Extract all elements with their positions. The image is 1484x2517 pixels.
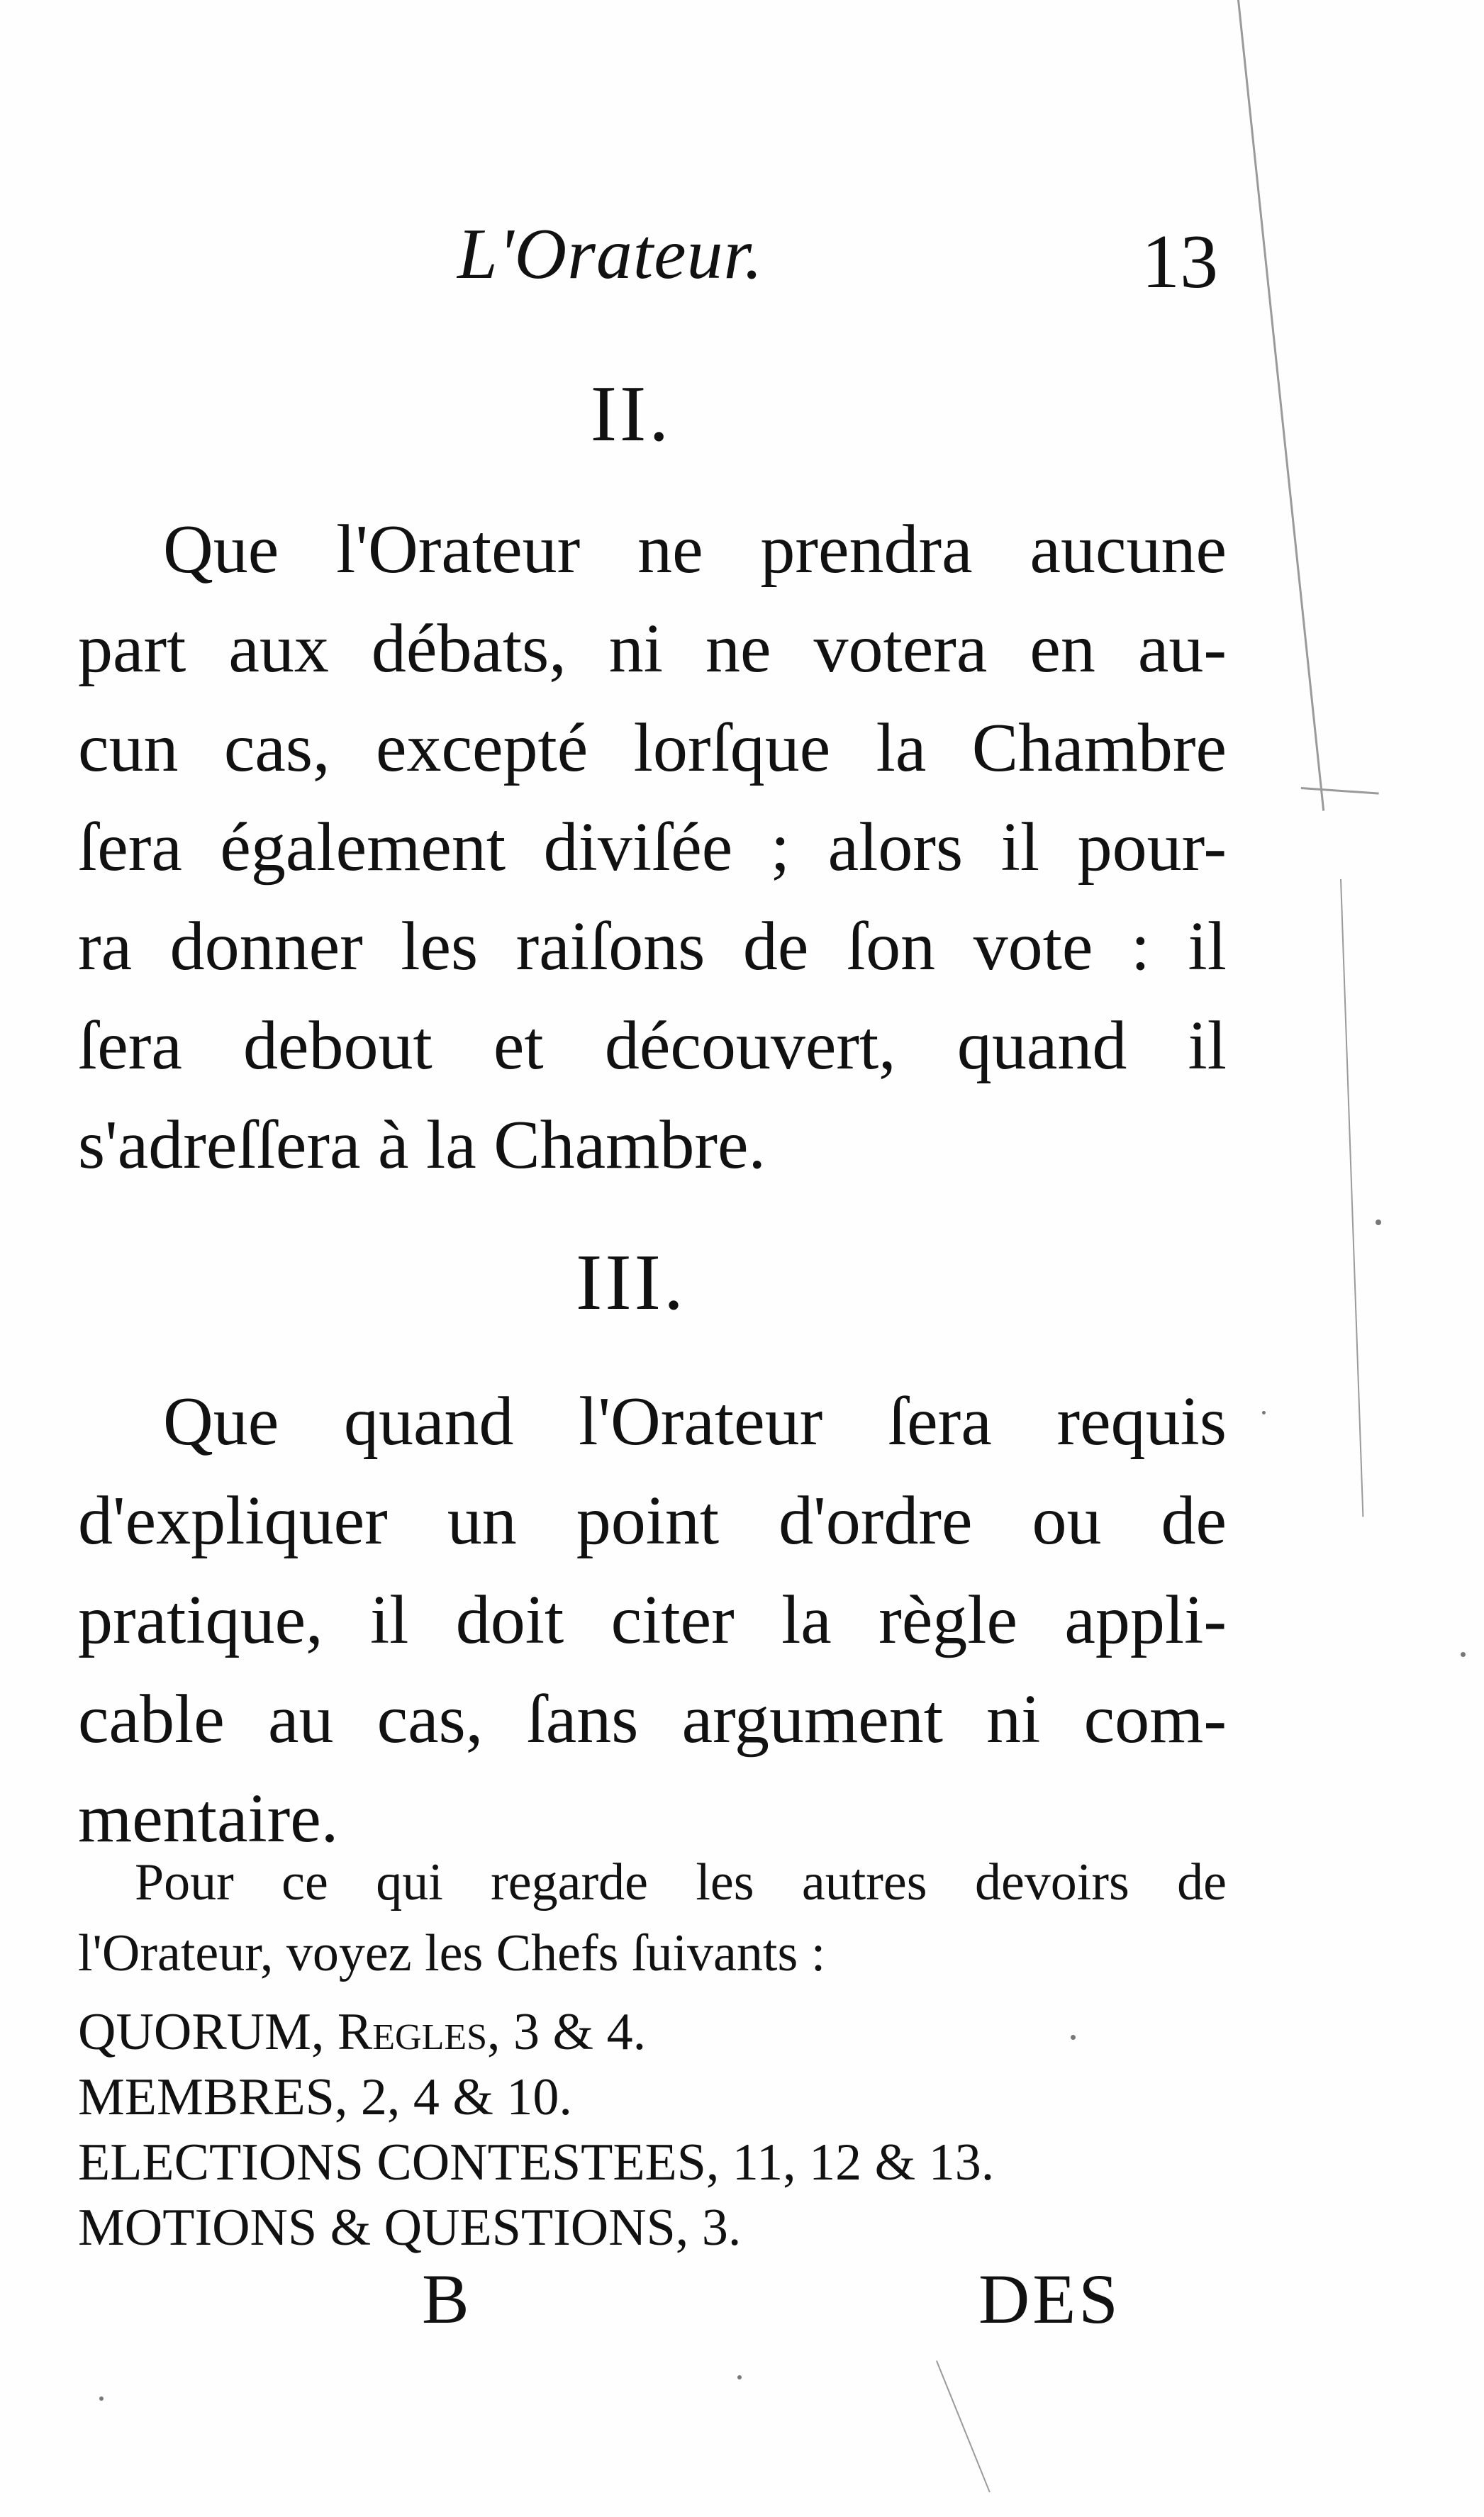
paper-speck <box>1376 1220 1381 1225</box>
text-line: ſera debout et découvert, quand il <box>78 1008 1227 1084</box>
running-head <box>0 213 1484 312</box>
text-line: ſera également diviſée ; alors il pour- <box>78 809 1227 886</box>
page-number: 13 <box>1142 220 1218 304</box>
text-line: ra donner les raiſons de ſon vote : il <box>78 908 1227 985</box>
text-line: mentaire. <box>78 1780 339 1857</box>
reference-item <box>78 2065 1227 2130</box>
article-heading: II. <box>590 370 672 458</box>
paper-crease <box>936 2360 991 2492</box>
reference-detail: 2, 4 & 10. <box>360 2068 572 2126</box>
reference-head: MOTIONS & QUESTIONS, <box>78 2199 689 2257</box>
article-text <box>78 500 1227 1195</box>
reference-head: QUORUM, <box>78 2003 325 2061</box>
reference-head: MEMBRES, <box>78 2068 348 2126</box>
cross-reference-note <box>78 1847 1227 1989</box>
paper-speck <box>1262 1411 1266 1414</box>
reference-head: ELECTIONS CONTESTEES, <box>78 2133 720 2192</box>
reference-detail: Regles, 3 & 4. <box>337 2003 647 2061</box>
text-line: d'expliquer un point d'ordre ou de <box>78 1483 1227 1559</box>
text-line: s'adreſſera à la Chambre. <box>78 1107 766 1183</box>
paper-crease <box>1340 879 1363 1517</box>
article-text <box>78 1372 1227 1868</box>
article-heading: III. <box>576 1239 686 1327</box>
text-line: Que l'Orateur ne prendra aucune <box>163 511 1227 588</box>
reference-item <box>78 2195 1227 2260</box>
reference-list <box>78 1999 1227 2260</box>
running-title: L'Orateur. <box>457 214 764 294</box>
text-line: pratique, il doit citer la règle appli- <box>78 1582 1227 1658</box>
text-line: cable au cas, ſans argument ni com- <box>78 1681 1227 1758</box>
note-line: Pour ce qui regarde les autres devoirs de <box>135 1853 1227 1912</box>
text-line: cun cas, excepté lorſque la Chambre <box>78 710 1227 786</box>
catchword: DES <box>978 2260 1121 2338</box>
reference-item <box>78 2130 1227 2195</box>
paper-speck <box>737 2375 742 2379</box>
text-line: part aux débats, ni ne votera en au- <box>78 610 1227 687</box>
signature-mark: B <box>422 2260 469 2338</box>
paper-crease <box>1301 787 1379 795</box>
reference-detail: 11, 12 & 13. <box>732 2133 995 2192</box>
reference-detail: 3. <box>701 2199 742 2257</box>
paper-speck <box>99 2396 104 2401</box>
text-line: Que quand l'Orateur ſera requis <box>163 1383 1227 1460</box>
note-line: l'Orateur, voyez les Chefs ſuivants : <box>78 1924 826 1982</box>
page-footer <box>0 2258 1484 2350</box>
paper-speck <box>1461 1652 1466 1657</box>
reference-item <box>78 1999 1227 2065</box>
